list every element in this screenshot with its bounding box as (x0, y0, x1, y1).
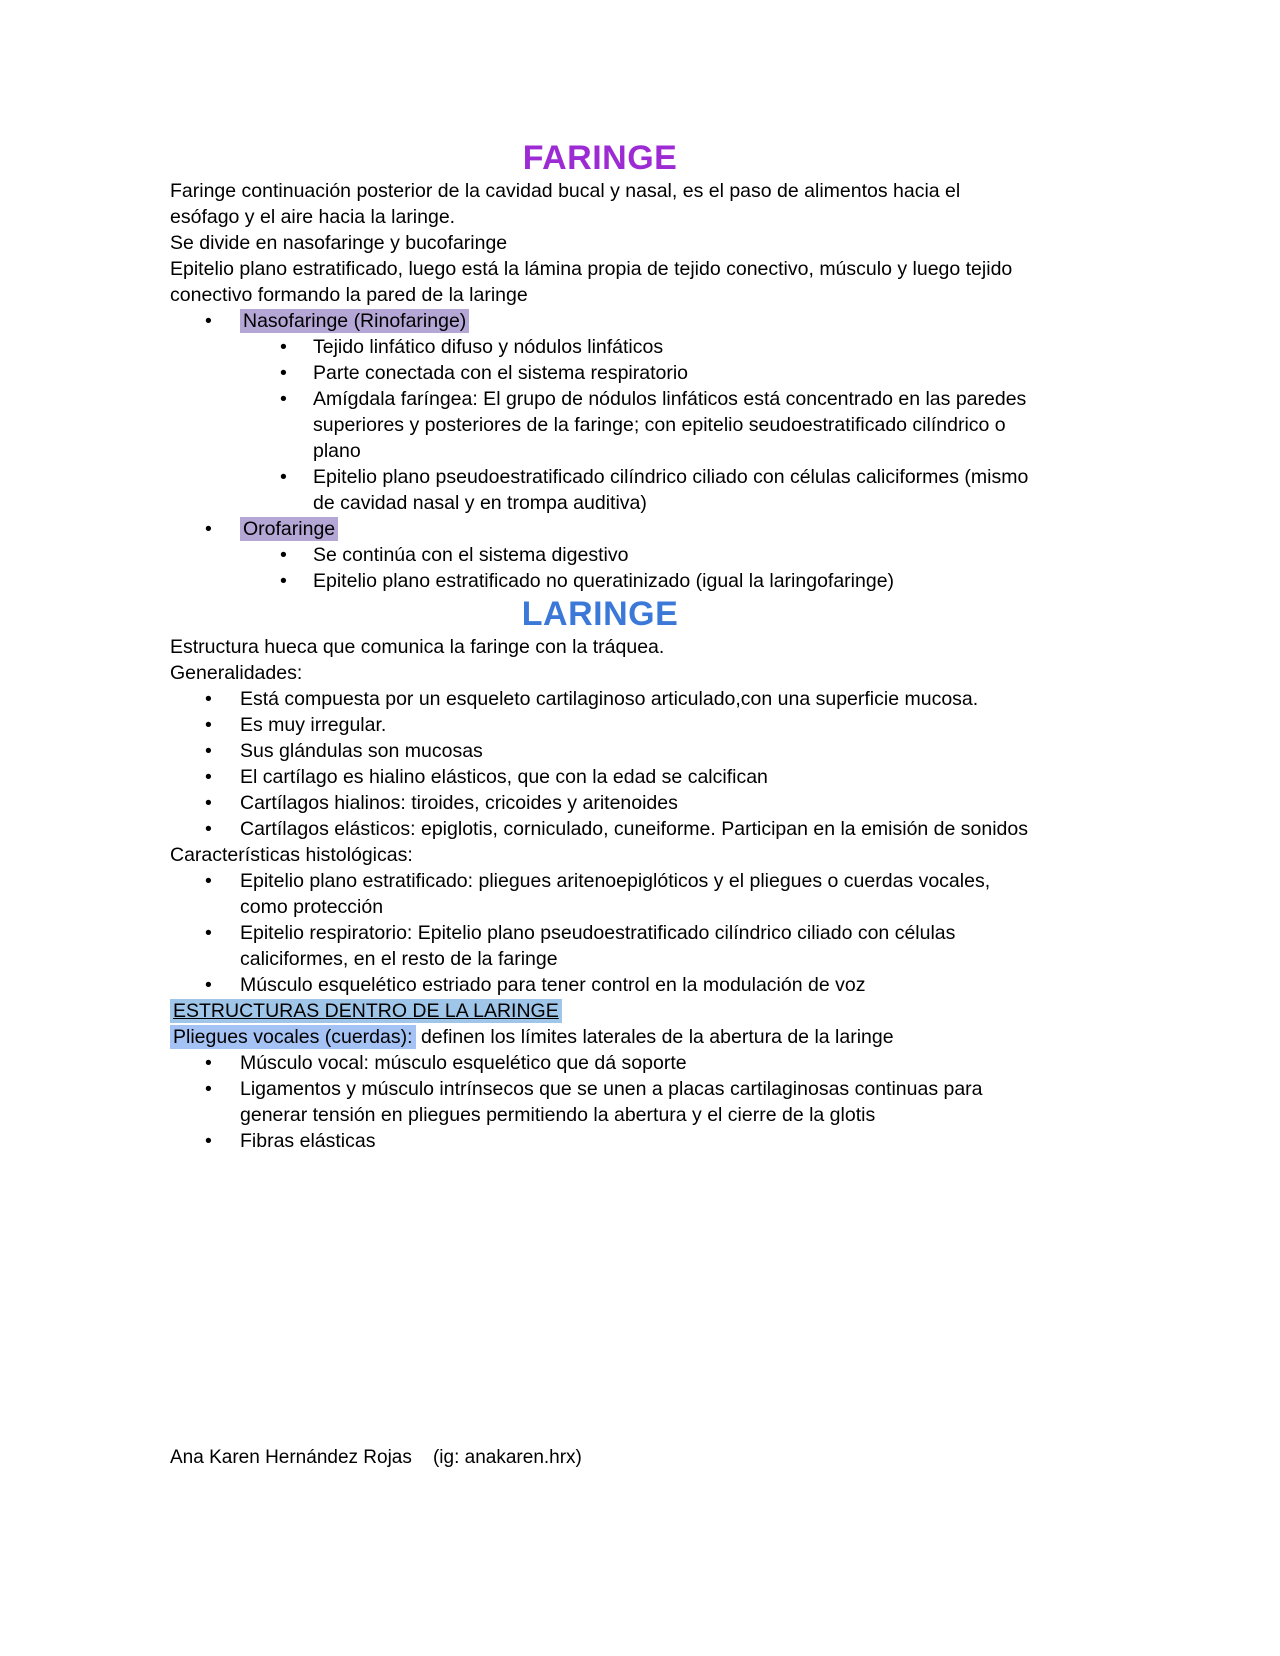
list-item-text: Fibras elásticas (240, 1130, 376, 1152)
list-item-text: Se continúa con el sistema digestivo (313, 544, 629, 566)
bullet-icon: • (205, 688, 212, 710)
nasofaringe-list (170, 308, 1030, 334)
list-item (170, 386, 1030, 464)
list-item (170, 790, 1030, 816)
list-item (170, 686, 1030, 712)
list-item-text: Parte conectada con el sistema respiratorio (313, 362, 689, 384)
pliegues-rest-text: definen los límites laterales de la abertura de la laringe (415, 1026, 894, 1048)
list-item (170, 712, 1030, 738)
list-item (170, 568, 1030, 594)
faringe-divide-line: Se divide en nasofaringe y bucofaringe (170, 232, 508, 254)
list-item (170, 464, 1030, 516)
bullet-icon: • (280, 544, 287, 566)
generalidades-label: Generalidades: (170, 662, 303, 684)
highlighted-text: Pliegues vocales (cuerdas): (170, 1025, 416, 1049)
faringe-title: FARINGE (522, 139, 678, 177)
bullet-icon: • (205, 1130, 212, 1152)
list-item-text: Es muy irregular. (240, 714, 387, 736)
list-item-text: Cartílagos hialinos: tiroides, cricoides y aritenoides (240, 792, 678, 814)
bullet-icon: • (280, 336, 287, 358)
bullet-icon: • (280, 570, 287, 592)
list-item-text: Epitelio plano pseudoestratificado cilíndrico ciliado con células caliciformes (mismo de cavidad nasal y en trompa auditiva) (313, 466, 1029, 514)
estructuras-heading (170, 998, 1030, 1024)
orofaringe-sublist (170, 542, 1030, 594)
faringe-intro-paragraph: Faringe continuación posterior de la cavidad bucal y nasal, es el paso de alimentos hacia el esófago y el aire hacia la laringe. (170, 180, 961, 228)
list-item-text: Tejido linfático difuso y nódulos linfáticos (313, 336, 664, 358)
list-item (170, 764, 1030, 790)
bullet-icon: • (205, 518, 212, 540)
caracteristicas-list (170, 868, 1030, 998)
pliegues-list (170, 1050, 1030, 1154)
bullet-icon: • (205, 766, 212, 788)
highlighted-text: Nasofaringe (Rinofaringe) (240, 309, 469, 333)
generalidades-list (170, 686, 1030, 842)
highlighted-heading-text: ESTRUCTURAS DENTRO DE LA LARINGE (170, 999, 562, 1023)
laringe-title: LARINGE (521, 595, 679, 633)
nasofaringe-sublist (170, 334, 1030, 516)
bullet-icon: • (205, 1078, 212, 1100)
list-item-text: Ligamentos y músculo intrínsecos que se unen a placas cartilaginosas continuas para generar tensión en pliegues permitiendo la abertura y el cierre de la glotis (240, 1078, 983, 1126)
list-item-text: Músculo vocal: músculo esquelético que dá soporte (240, 1052, 687, 1074)
laringe-intro-paragraph: Estructura hueca que comunica la faringe con la tráquea. (170, 636, 665, 658)
list-item-text: El cartílago es hialino elásticos, que con la edad se calcifican (240, 766, 768, 788)
bullet-icon: • (205, 818, 212, 840)
list-item (170, 334, 1030, 360)
list-item (170, 972, 1030, 998)
list-item (170, 542, 1030, 568)
bullet-icon: • (280, 466, 287, 488)
list-item-text: Amígdala faríngea: El grupo de nódulos linfáticos está concentrado en las paredes superiores y posteriores de la faringe; con epitelio seudoestratificado cilíndrico o plano (313, 388, 1027, 462)
list-item (170, 920, 1030, 972)
list-item (170, 308, 1030, 334)
list-item-text: Epitelio plano estratificado no queratinizado (igual la laringofaringe) (313, 570, 895, 592)
author-footer: Ana Karen Hernández Rojas (ig: anakaren.hrx) (170, 1447, 582, 1468)
list-item (170, 868, 1030, 920)
list-item (170, 1050, 1030, 1076)
bullet-icon: • (205, 1052, 212, 1074)
list-item (170, 816, 1030, 842)
bullet-icon: • (280, 362, 287, 384)
faringe-epitelio-line: Epitelio plano estratificado, luego está la lámina propia de tejido conectivo, músculo y luego tejido conectivo formando la pared de la laringe (170, 258, 1013, 306)
list-item (170, 360, 1030, 386)
list-item-text: Cartílagos elásticos: epiglotis, corniculado, cuneiforme. Participan en la emisión de sonidos (240, 818, 1028, 840)
list-item (170, 1076, 1030, 1128)
list-item-text: Músculo esquelético estriado para tener control en la modulación de voz (240, 974, 866, 996)
pliegues-paragraph (170, 1024, 1030, 1050)
bullet-icon: • (205, 310, 212, 332)
orofaringe-list (170, 516, 1030, 542)
orofaringe-label (240, 516, 1030, 542)
nasofaringe-label (240, 308, 1030, 334)
list-item-text: Epitelio respiratorio: Epitelio plano pseudoestratificado cilíndrico ciliado con células caliciformes, en el resto de la faringe (240, 922, 956, 970)
highlighted-text: Orofaringe (240, 517, 338, 541)
caracteristicas-label: Características histológicas: (170, 844, 413, 866)
list-item-text: Está compuesta por un esqueleto cartilaginoso articulado,con una superficie mucosa. (240, 688, 979, 710)
bullet-icon: • (205, 714, 212, 736)
bullet-icon: • (205, 974, 212, 996)
list-item (170, 1128, 1030, 1154)
list-item-text: Sus glándulas son mucosas (240, 740, 483, 762)
list-item (170, 516, 1030, 542)
bullet-icon: • (205, 792, 212, 814)
bullet-icon: • (205, 870, 212, 892)
list-item (170, 738, 1030, 764)
bullet-icon: • (280, 388, 287, 410)
bullet-icon: • (205, 740, 212, 762)
list-item-text: Epitelio plano estratificado: pliegues aritenoepiglóticos y el pliegues o cuerdas vocales, como protección (240, 870, 991, 918)
bullet-icon: • (205, 922, 212, 944)
